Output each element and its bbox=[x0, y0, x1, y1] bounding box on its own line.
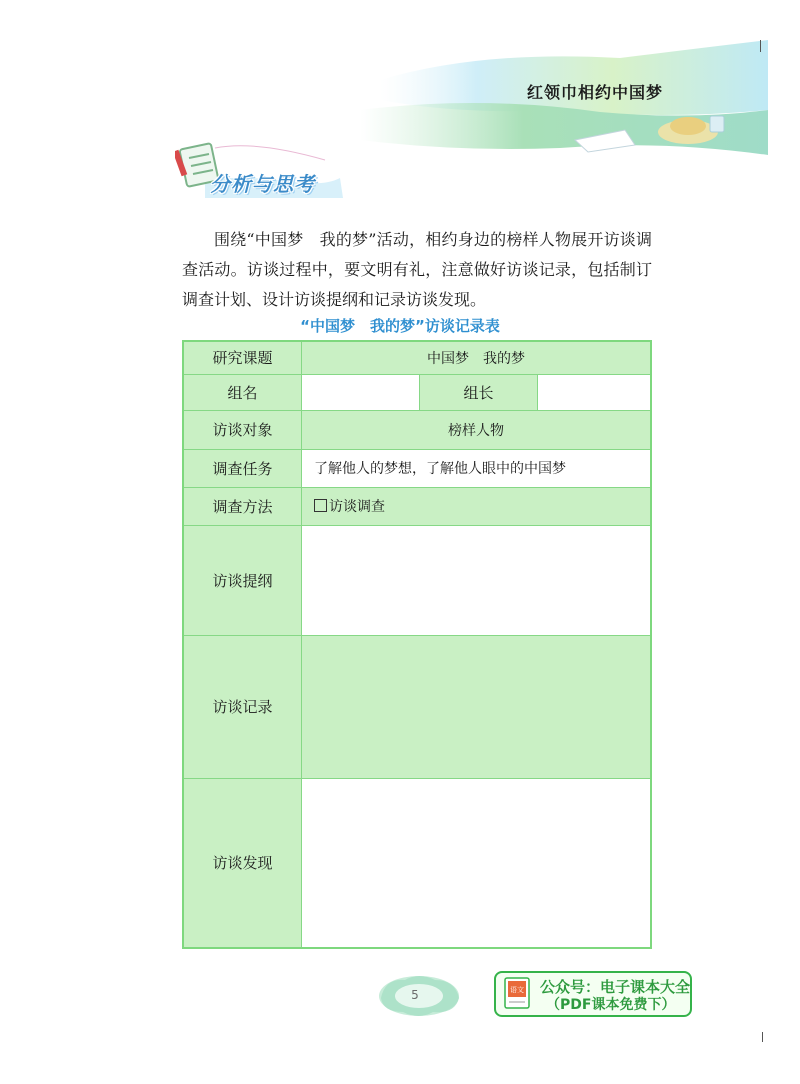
label-findings: 访谈发现 bbox=[183, 778, 302, 948]
value-record[interactable] bbox=[302, 635, 652, 778]
table-row-task bbox=[183, 449, 651, 487]
table-row-group bbox=[183, 374, 651, 410]
crop-mark-top bbox=[760, 40, 761, 52]
table-row-outline bbox=[183, 525, 651, 635]
intro-paragraph: 围绕“中国梦 我的梦”活动，相约身边的榜样人物展开访谈调查活动。访谈过程中，要文明有礼，注意做好访谈记录，包括制订调查计划、设计访谈提纲和记录访谈发现。 bbox=[182, 230, 652, 309]
table-row-topic bbox=[183, 341, 651, 374]
value-task: 了解他人的梦想，了解他人眼中的中国梦 bbox=[302, 449, 652, 487]
promo-line-1: 公众号：电子课本大全 bbox=[540, 978, 691, 996]
label-task: 调查任务 bbox=[183, 449, 302, 487]
table-row-record bbox=[183, 635, 651, 778]
crop-mark-bottom bbox=[762, 1032, 763, 1042]
label-method: 调查方法 bbox=[183, 487, 302, 525]
promo-box bbox=[494, 971, 692, 1017]
textbook-icon bbox=[504, 977, 530, 1009]
label-outline: 访谈提纲 bbox=[183, 525, 302, 635]
value-group[interactable] bbox=[302, 374, 420, 410]
value-outline[interactable] bbox=[302, 525, 652, 635]
label-record: 访谈记录 bbox=[183, 635, 302, 778]
table-row-method bbox=[183, 487, 651, 525]
interview-record-table bbox=[182, 340, 652, 949]
page-number: 5 bbox=[411, 988, 419, 1002]
value-topic: 中国梦 我的梦 bbox=[302, 341, 652, 374]
value-method-cell bbox=[302, 487, 652, 525]
promo-line-2: （PDF课本免费下） bbox=[546, 997, 676, 1013]
label-topic: 研究课题 bbox=[183, 341, 302, 374]
value-findings[interactable] bbox=[302, 778, 652, 948]
table-row-findings bbox=[183, 778, 651, 948]
value-method: 访谈调查 bbox=[329, 499, 385, 515]
value-leader[interactable] bbox=[538, 374, 652, 410]
label-group: 组名 bbox=[183, 374, 302, 410]
value-subject: 榜样人物 bbox=[302, 410, 652, 449]
label-leader: 组长 bbox=[420, 374, 538, 410]
table-row-subject bbox=[183, 410, 651, 449]
table-title: “中国梦 我的梦”访谈记录表 bbox=[300, 317, 500, 335]
textbook-icon-label: 语文 bbox=[510, 986, 524, 994]
section-title: 分析与思考 bbox=[210, 172, 315, 196]
method-checkbox[interactable] bbox=[314, 499, 327, 512]
header-title: 红领巾相约中国梦 bbox=[527, 83, 664, 102]
label-subject: 访谈对象 bbox=[183, 410, 302, 449]
